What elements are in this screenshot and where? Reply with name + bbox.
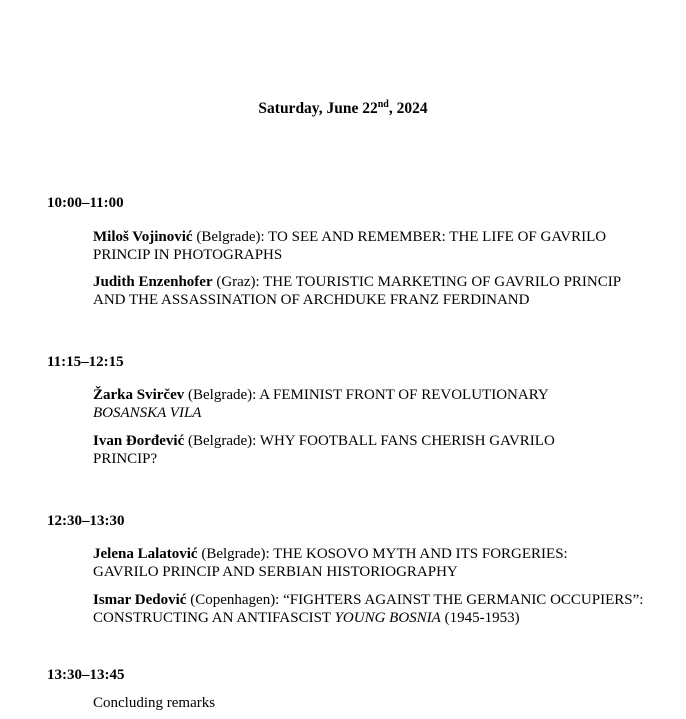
talk-title: TO SEE AND REMEMBER: THE LIFE OF GAVRILO PRINCIP IN PHOTOGRAPHS — [93, 229, 607, 263]
day-heading-year: , 2024 — [388, 100, 428, 117]
speaker-affiliation: (Belgrade): — [184, 433, 260, 449]
speaker-affiliation: (Belgrade): — [192, 229, 269, 245]
speaker-affiliation: (Belgrade): — [184, 387, 260, 403]
talk-title-end: (1945-1953) — [440, 610, 520, 626]
slot-time: 10:00–11:00 — [47, 195, 124, 211]
talk-entry — [93, 591, 653, 627]
speaker-name: Ismar Dedović — [93, 592, 187, 608]
day-heading-text: Saturday, June 22 — [258, 100, 378, 117]
talk-title-italic: BOSANSKA VILA — [93, 405, 202, 421]
speaker-name: Judith Enzenhofer — [93, 274, 213, 290]
talk-entry — [93, 386, 593, 422]
speaker-name: Miloš Vojinović — [93, 229, 193, 245]
slot-time: 12:30–13:30 — [47, 513, 125, 529]
day-heading — [0, 99, 686, 121]
concluding-remarks: Concluding remarks — [93, 695, 216, 711]
speaker-name: Žarka Svirčev — [93, 387, 185, 403]
slot-time: 11:15–12:15 — [47, 354, 124, 370]
speaker-affiliation: (Copenhagen): — [186, 592, 284, 608]
talk-entry — [93, 228, 653, 264]
talk-title-italic: YOUNG BOSNIA — [334, 610, 441, 626]
talk-title: THE KOSOVO MYTH AND ITS FORGERIES: GAVRILO PRINCIP AND SERBIAN HISTORIOGRAPHY — [93, 546, 568, 580]
talk-entry — [93, 432, 593, 468]
speaker-affiliation: (Belgrade): — [197, 546, 274, 562]
talk-entry — [93, 273, 633, 309]
talk-title: “FIGHTERS AGAINST THE GERMANIC OCCUPIERS”: CONSTRUCTING AN ANTIFASCIST — [93, 592, 644, 626]
talk-entry — [93, 545, 613, 581]
speaker-name: Jelena Lalatović — [93, 546, 198, 562]
day-heading-ordinal: nd — [377, 99, 389, 110]
speaker-affiliation: (Graz): — [212, 274, 264, 290]
talk-title: WHY FOOTBALL FANS CHERISH GAVRILO PRINCIP? — [93, 433, 555, 467]
talk-title: A FEMINIST FRONT OF REVOLUTIONARY — [259, 387, 549, 403]
talk-title: THE TOURISTIC MARKETING OF GAVRILO PRINCIP AND THE ASSASSINATION OF ARCHDUKE FRANZ FERDINAND — [93, 274, 621, 308]
slot-time: 13:30–13:45 — [47, 667, 125, 683]
speaker-name: Ivan Đorđević — [93, 433, 185, 449]
